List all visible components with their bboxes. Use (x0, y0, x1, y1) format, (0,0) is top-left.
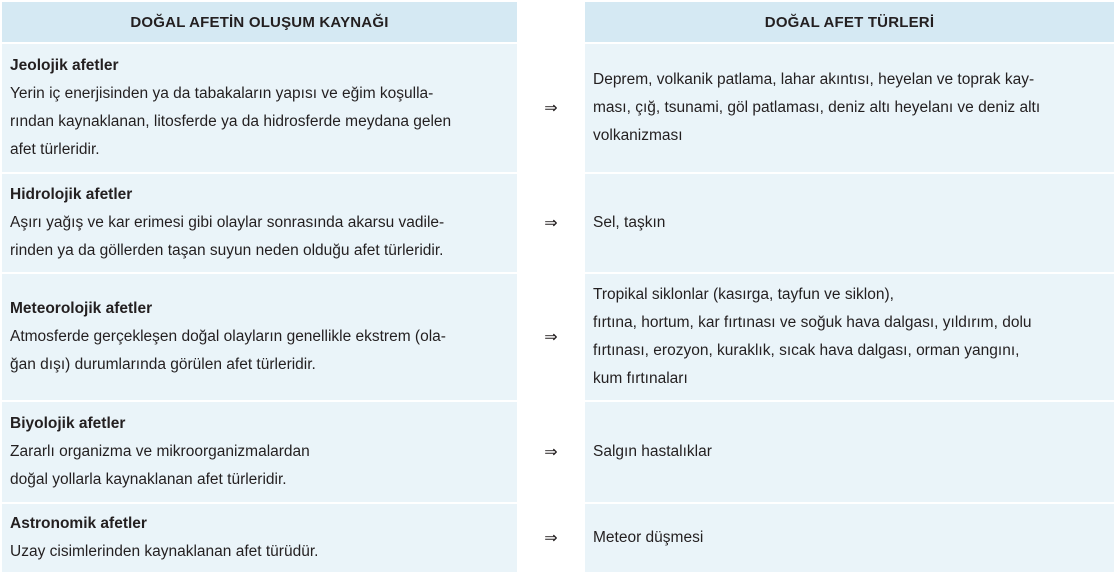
row-source-biological (2, 402, 517, 502)
row-title: Jeolojik afetler (10, 57, 119, 74)
row-title: Astronomik afetler (10, 515, 147, 532)
header-spacer (517, 2, 585, 42)
row-types-text: Tropikal siklonlar (kasırga, tayfun ve siklon), fırtına, hortum, kar fırtınası ve soğuk hava dalgası, yıldırım, dolu fırtınası, erozyon, kuraklık, sıcak hava dalgası, orman yangını, kum fırtınaları (593, 286, 1032, 387)
row-description: Uzay cisimlerinden kaynaklanan afet türüdür. (10, 543, 319, 560)
header-source: DOĞAL AFETİN OLUŞUM KAYNAĞI (2, 2, 517, 42)
disaster-table (2, 2, 1114, 572)
row-types-astronomical (585, 504, 1114, 572)
row-title: Meteorolojik afetler (10, 300, 153, 317)
header-types: DOĞAL AFET TÜRLERİ (585, 2, 1114, 42)
arrow-icon: ⇒ (517, 504, 585, 572)
row-description: Zararlı organizma ve mikroorganizmalardan doğal yollarla kaynaklanan afet türleridir. (10, 443, 310, 488)
row-source-astronomical (2, 504, 517, 572)
arrow-icon: ⇒ (517, 174, 585, 272)
row-types-text: Sel, taşkın (593, 214, 666, 231)
row-source-hydrological (2, 174, 517, 272)
row-types-text: Salgın hastalıklar (593, 443, 712, 460)
row-types-hydrological (585, 174, 1114, 272)
arrow-icon: ⇒ (517, 402, 585, 502)
row-types-text: Deprem, volkanik patlama, lahar akıntısı, heyelan ve toprak kay- ması, çığ, tsunami, göl patlaması, deniz altı heyelanı ve deniz altı volkanizması (593, 71, 1041, 144)
row-description: Atmosferde gerçekleşen doğal olayların genellikle ekstrem (ola- ğan dışı) durumlarında görülen afet türleridir. (10, 328, 446, 373)
row-source-geological (2, 44, 517, 172)
row-types-biological (585, 402, 1114, 502)
row-description: Aşırı yağış ve kar erimesi gibi olaylar sonrasında akarsu vadile- rinden ya da göllerden taşan suyun neden olduğu afet türleridir. (10, 214, 445, 259)
arrow-icon: ⇒ (517, 44, 585, 172)
row-title: Biyolojik afetler (10, 415, 126, 432)
row-types-meteorological (585, 274, 1114, 400)
row-types-text: Meteor düşmesi (593, 529, 704, 546)
row-source-meteorological (2, 274, 517, 400)
row-types-geological (585, 44, 1114, 172)
row-description: Yerin iç enerjisinden ya da tabakaların yapısı ve eğim koşulla- rından kaynaklanan, litosferde ya da hidrosferde meydana gelen afet türleridir. (10, 85, 452, 158)
arrow-icon: ⇒ (517, 274, 585, 400)
row-title: Hidrolojik afetler (10, 186, 133, 203)
